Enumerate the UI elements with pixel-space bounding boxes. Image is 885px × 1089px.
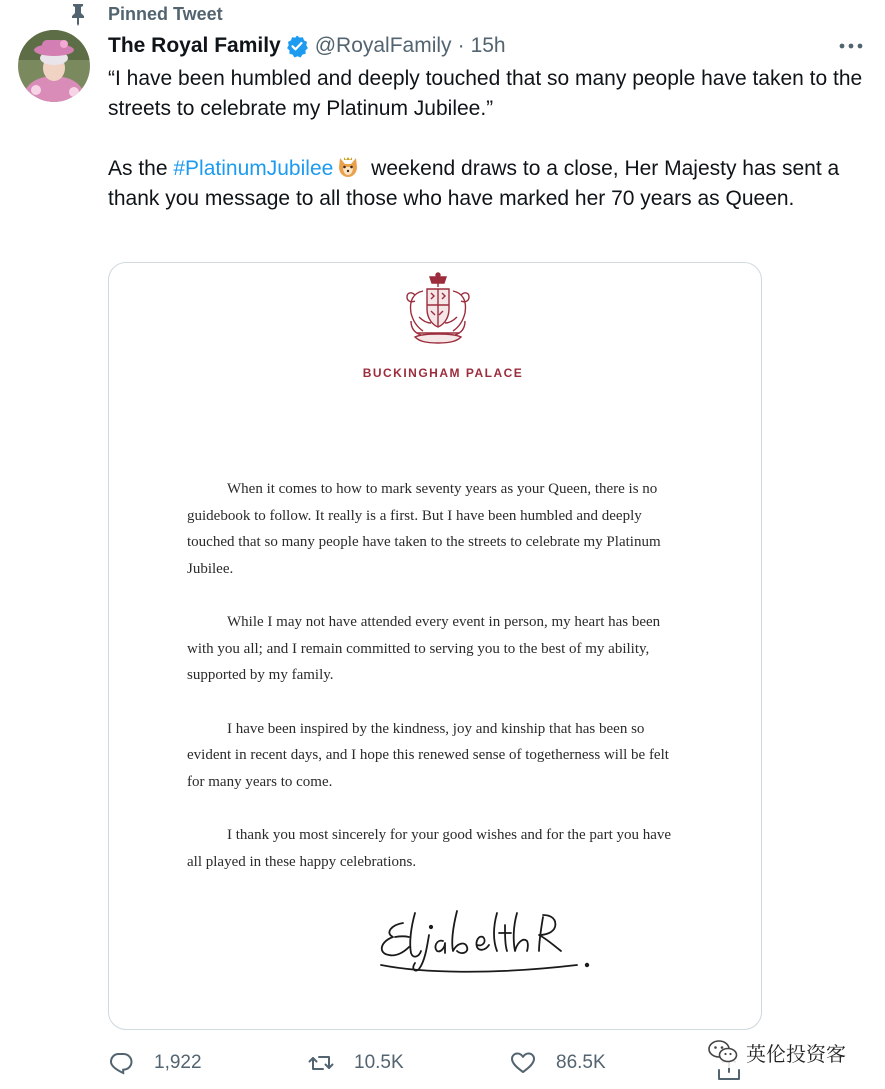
wechat-watermark: [704, 1036, 850, 1068]
tweet-media-letter[interactable]: [108, 262, 762, 1030]
tweet-body: [108, 154, 868, 214]
avatar[interactable]: [18, 30, 90, 102]
royal-coat-of-arms-icon: [397, 271, 479, 353]
pinned-tweet-header: [66, 2, 223, 26]
tweet-text: [108, 64, 868, 214]
author-display-name[interactable]: The Royal Family: [108, 34, 281, 57]
share-icon: [716, 1069, 742, 1086]
like-count: 86.5K: [556, 1052, 606, 1073]
tweet-body-prefix: As the: [108, 157, 174, 180]
heart-icon: [510, 1050, 536, 1076]
retweet-icon: [308, 1050, 334, 1076]
letter-paragraph: While I may not have attended every event in person, my heart has been with you all; and I remain committed to serving you to the best of my ability, supported by my family.: [187, 614, 661, 683]
reply-icon: [108, 1050, 134, 1076]
corgi-hashflag-icon: [335, 155, 361, 179]
tweet-header: [108, 32, 506, 60]
letterhead-title: BUCKINGHAM PALACE: [362, 366, 524, 380]
letter-paragraph: When it comes to how to mark seventy years as your Queen, there is no guidebook to follow. It really is a first. But I have been humbled and deeply touched that so many people have taken to the streets to celebrate my Platinum Jubilee.: [187, 481, 661, 577]
watermark-text: 英伦投资客: [746, 1041, 846, 1066]
letter-paragraph: I thank you most sincerely for your good wishes and for the part you have all played in these happy celebrations.: [187, 827, 672, 870]
header-separator: ·: [457, 34, 465, 57]
verified-badge-icon: [285, 34, 309, 58]
tweet-actions: [108, 1046, 768, 1080]
more-options-icon[interactable]: [836, 36, 866, 56]
tweet-quote: “I have been humbled and deeply touched that so many people have taken to the streets to celebrate my Platinum Jubilee.”: [108, 67, 863, 120]
tweet-body-suffix: weekend draws to a close, Her Majesty has sent a thank you message to all those who have marked her 70 years as Queen.: [108, 157, 840, 210]
reply-count: 1,922: [154, 1052, 202, 1073]
letter-body: [187, 476, 687, 902]
like-button[interactable]: [510, 1046, 606, 1080]
letter-paragraph: I have been inspired by the kindness, joy and kinship that has been so evident in recent days, and I hope this renewed sense of togetherness will be felt for many years to come.: [187, 720, 669, 790]
retweet-count: 10.5K: [354, 1052, 404, 1073]
handwritten-signature: [373, 905, 613, 1005]
hashtag-link[interactable]: #PlatinumJubilee: [173, 157, 334, 180]
author-handle[interactable]: @RoyalFamily: [314, 34, 452, 57]
reply-button[interactable]: [108, 1046, 202, 1080]
retweet-button[interactable]: [308, 1046, 404, 1080]
wechat-icon: [708, 1039, 738, 1065]
tweet-timestamp[interactable]: 15h: [470, 34, 506, 57]
pinned-tweet-label: Pinned Tweet: [108, 3, 223, 24]
pin-icon: [66, 2, 90, 26]
